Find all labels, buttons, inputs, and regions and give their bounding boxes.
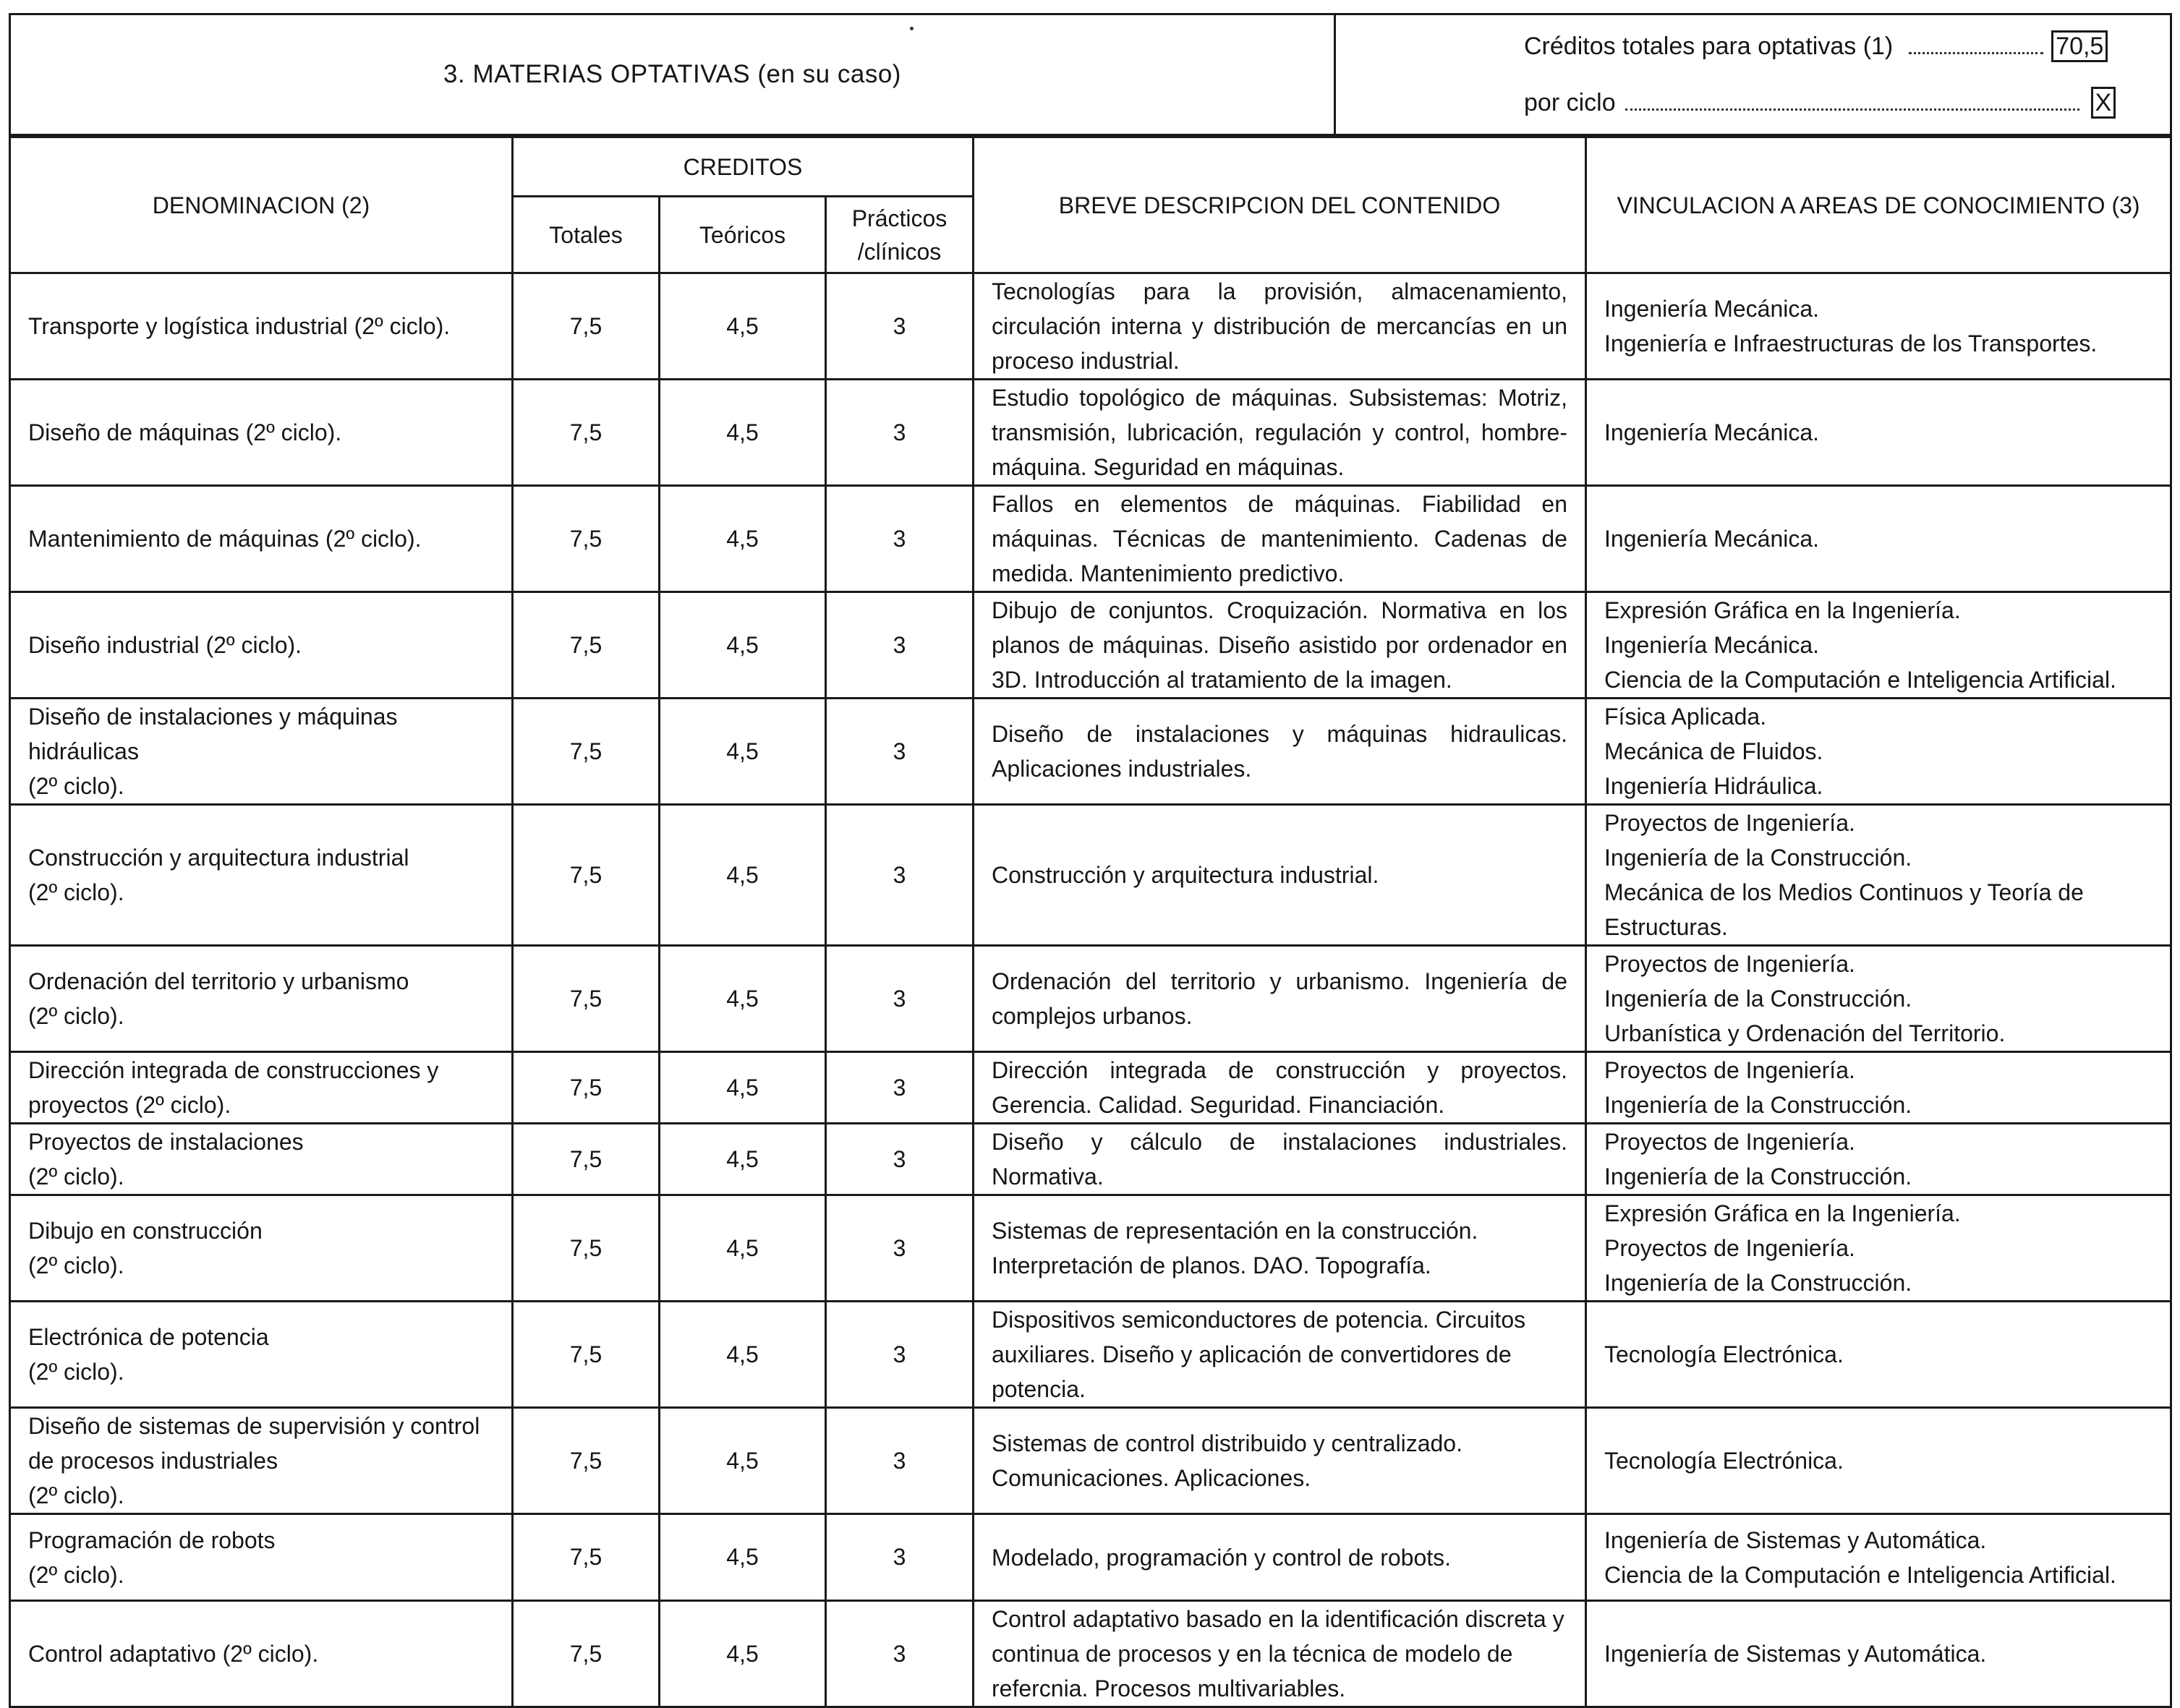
table-row (10, 1302, 2171, 1408)
total-credits-label: Créditos totales para optativas (1) (1524, 33, 1894, 60)
credits-theory: 4,5 (660, 1124, 826, 1195)
subject-name: Control adaptativo (2º ciclo). (10, 1601, 513, 1707)
knowledge-areas: Ingeniería Mecánica. (1586, 486, 2171, 592)
credits-total: 7,5 (513, 1124, 660, 1195)
credits-total: 7,5 (513, 273, 660, 380)
col-practicos: Prácticos /clínicos (826, 197, 974, 273)
table-row (10, 1124, 2171, 1195)
knowledge-areas: Proyectos de Ingeniería. Ingeniería de la Construcción. Mecánica de los Medios Continuos y Teoría de Estructuras. (1586, 805, 2171, 946)
knowledge-areas: Proyectos de Ingeniería. Ingeniería de la Construcción. (1586, 1124, 2171, 1195)
subject-description: Control adaptativo basado en la identificación discreta y continua de procesos y en la técnica de modelo de refercnia. Procesos multivariables. (974, 1601, 1586, 1707)
subject-description: Ordenación del territorio y urbanismo. Ingeniería de complejos urbanos. (974, 946, 1586, 1052)
table-row (10, 1195, 2171, 1302)
credits-practice: 3 (826, 1124, 974, 1195)
subject-description: Construcción y arquitectura industrial. (974, 805, 1586, 946)
subject-name: Mantenimiento de máquinas (2º ciclo). (10, 486, 513, 592)
total-credits-line (1524, 18, 2170, 74)
section-title: 3. MATERIAS OPTATIVAS (en su caso) (10, 14, 1335, 135)
subject-description: Dispositivos semiconductores de potencia. Circuitos auxiliares. Diseño y aplicación de convertidores de potencia. (974, 1302, 1586, 1408)
dotted-leader (1625, 108, 2079, 111)
credits-theory: 4,5 (660, 1052, 826, 1124)
credits-total: 7,5 (513, 1514, 660, 1601)
subject-name: Diseño de instalaciones y máquinas hidráulicas (2º ciclo). (10, 699, 513, 805)
credits-practice: 3 (826, 1052, 974, 1124)
knowledge-areas: Expresión Gráfica en la Ingeniería. Proyectos de Ingeniería. Ingeniería de la Construcción. (1586, 1195, 2171, 1302)
per-cycle-label: por ciclo (1524, 89, 1616, 116)
subject-name: Diseño de sistemas de supervisión y control de procesos industriales (2º ciclo). (10, 1408, 513, 1514)
subject-name: Electrónica de potencia (2º ciclo). (10, 1302, 513, 1408)
credits-practice: 3 (826, 486, 974, 592)
subject-description: Sistemas de representación en la construcción. Interpretación de planos. DAO. Topografía. (974, 1195, 1586, 1302)
credits-theory: 4,5 (660, 486, 826, 592)
subject-name: Diseño de máquinas (2º ciclo). (10, 380, 513, 486)
credits-practice: 3 (826, 273, 974, 380)
knowledge-areas: Proyectos de Ingeniería. Ingeniería de la Construcción. (1586, 1052, 2171, 1124)
dotted-leader (1909, 51, 2043, 54)
credits-practice: 3 (826, 1408, 974, 1514)
per-cycle-line (1524, 74, 2170, 131)
credits-total: 7,5 (513, 592, 660, 699)
table-row (10, 1408, 2171, 1514)
table-row (10, 1601, 2171, 1707)
credits-theory: 4,5 (660, 1408, 826, 1514)
credits-summary (1335, 14, 2171, 135)
col-descripcion: BREVE DESCRIPCION DEL CONTENIDO (974, 137, 1586, 273)
subject-name: Construcción y arquitectura industrial (2º ciclo). (10, 805, 513, 946)
credits-practice: 3 (826, 1195, 974, 1302)
credits-practice: 3 (826, 592, 974, 699)
subject-name: Dirección integrada de construcciones y proyectos (2º ciclo). (10, 1052, 513, 1124)
table-row (10, 273, 2171, 380)
per-cycle-mark: X (2091, 87, 2116, 119)
subject-name: Diseño industrial (2º ciclo). (10, 592, 513, 699)
knowledge-areas: Ingeniería Mecánica. (1586, 380, 2171, 486)
table-row (10, 486, 2171, 592)
credits-theory: 4,5 (660, 1514, 826, 1601)
credits-theory: 4,5 (660, 699, 826, 805)
subject-name: Proyectos de instalaciones (2º ciclo). (10, 1124, 513, 1195)
knowledge-areas: Ingeniería Mecánica. Ingeniería e Infraestructuras de los Transportes. (1586, 273, 2171, 380)
credits-theory: 4,5 (660, 380, 826, 486)
table-row (10, 805, 2171, 946)
subject-description: Tecnologías para la provisión, almacenamiento, circulación interna y distribución de mercancías en un proceso industrial. (974, 273, 1586, 380)
col-creditos: CREDITOS (513, 137, 974, 197)
credits-total: 7,5 (513, 699, 660, 805)
col-totales: Totales (513, 197, 660, 273)
subject-name: Programación de robots (2º ciclo). (10, 1514, 513, 1601)
scan-speck (910, 27, 914, 30)
subject-description: Sistemas de control distribuido y centralizado. Comunicaciones. Aplicaciones. (974, 1408, 1586, 1514)
credits-practice: 3 (826, 946, 974, 1052)
credits-total: 7,5 (513, 380, 660, 486)
knowledge-areas: Tecnología Electrónica. (1586, 1408, 2171, 1514)
credits-total: 7,5 (513, 946, 660, 1052)
credits-total: 7,5 (513, 1052, 660, 1124)
credits-total: 7,5 (513, 1195, 660, 1302)
credits-practice: 3 (826, 380, 974, 486)
credits-theory: 4,5 (660, 1601, 826, 1707)
table-row (10, 699, 2171, 805)
credits-theory: 4,5 (660, 592, 826, 699)
credits-total: 7,5 (513, 805, 660, 946)
table-row (10, 946, 2171, 1052)
credits-practice: 3 (826, 1514, 974, 1601)
subject-description: Estudio topológico de máquinas. Subsistemas: Motriz, transmisión, lubricación, regulación y control, hombre-máquina. Seguridad en máquinas. (974, 380, 1586, 486)
subject-name: Ordenación del territorio y urbanismo (2º ciclo). (10, 946, 513, 1052)
header-box (9, 13, 2172, 136)
credits-theory: 4,5 (660, 1302, 826, 1408)
credits-theory: 4,5 (660, 946, 826, 1052)
total-credits-value: 70,5 (2051, 30, 2108, 62)
document-sheet (9, 13, 2170, 1708)
subject-name: Transporte y logística industrial (2º ciclo). (10, 273, 513, 380)
knowledge-areas: Ingeniería de Sistemas y Automática. (1586, 1601, 2171, 1707)
credits-practice: 3 (826, 1601, 974, 1707)
credits-total: 7,5 (513, 1601, 660, 1707)
col-denominacion: DENOMINACION (2) (10, 137, 513, 273)
credits-theory: 4,5 (660, 1195, 826, 1302)
table-row (10, 1514, 2171, 1601)
credits-theory: 4,5 (660, 273, 826, 380)
table-row (10, 1052, 2171, 1124)
knowledge-areas: Tecnología Electrónica. (1586, 1302, 2171, 1408)
subject-name: Dibujo en construcción (2º ciclo). (10, 1195, 513, 1302)
credits-total: 7,5 (513, 1408, 660, 1514)
credits-total: 7,5 (513, 1302, 660, 1408)
subject-description: Diseño de instalaciones y máquinas hidraulicas. Aplicaciones industriales. (974, 699, 1586, 805)
subject-description: Diseño y cálculo de instalaciones industriales. Normativa. (974, 1124, 1586, 1195)
credits-practice: 3 (826, 699, 974, 805)
credits-practice: 3 (826, 805, 974, 946)
subject-description: Modelado, programación y control de robots. (974, 1514, 1586, 1601)
credits-total: 7,5 (513, 486, 660, 592)
subject-description: Fallos en elementos de máquinas. Fiabilidad en máquinas. Técnicas de mantenimiento. Cadenas de medida. Mantenimiento predictivo. (974, 486, 1586, 592)
credits-theory: 4,5 (660, 805, 826, 946)
table-row (10, 592, 2171, 699)
subject-description: Dibujo de conjuntos. Croquización. Normativa en los planos de máquinas. Diseño asistido por ordenador en 3D. Introducción al tratamiento de la imagen. (974, 592, 1586, 699)
table-row (10, 380, 2171, 486)
knowledge-areas: Expresión Gráfica en la Ingeniería. Ingeniería Mecánica. Ciencia de la Computación e Inteligencia Artificial. (1586, 592, 2171, 699)
col-vinculacion: VINCULACION A AREAS DE CONOCIMIENTO (3) (1586, 137, 2171, 273)
knowledge-areas: Proyectos de Ingeniería. Ingeniería de la Construcción. Urbanística y Ordenación del Territorio. (1586, 946, 2171, 1052)
optional-subjects-table (9, 136, 2172, 1708)
knowledge-areas: Ingeniería de Sistemas y Automática. Ciencia de la Computación e Inteligencia Artificial. (1586, 1514, 2171, 1601)
col-teoricos: Teóricos (660, 197, 826, 273)
subject-description: Dirección integrada de construcción y proyectos. Gerencia. Calidad. Seguridad. Financiación. (974, 1052, 1586, 1124)
knowledge-areas: Física Aplicada. Mecánica de Fluidos. Ingeniería Hidráulica. (1586, 699, 2171, 805)
credits-practice: 3 (826, 1302, 974, 1408)
